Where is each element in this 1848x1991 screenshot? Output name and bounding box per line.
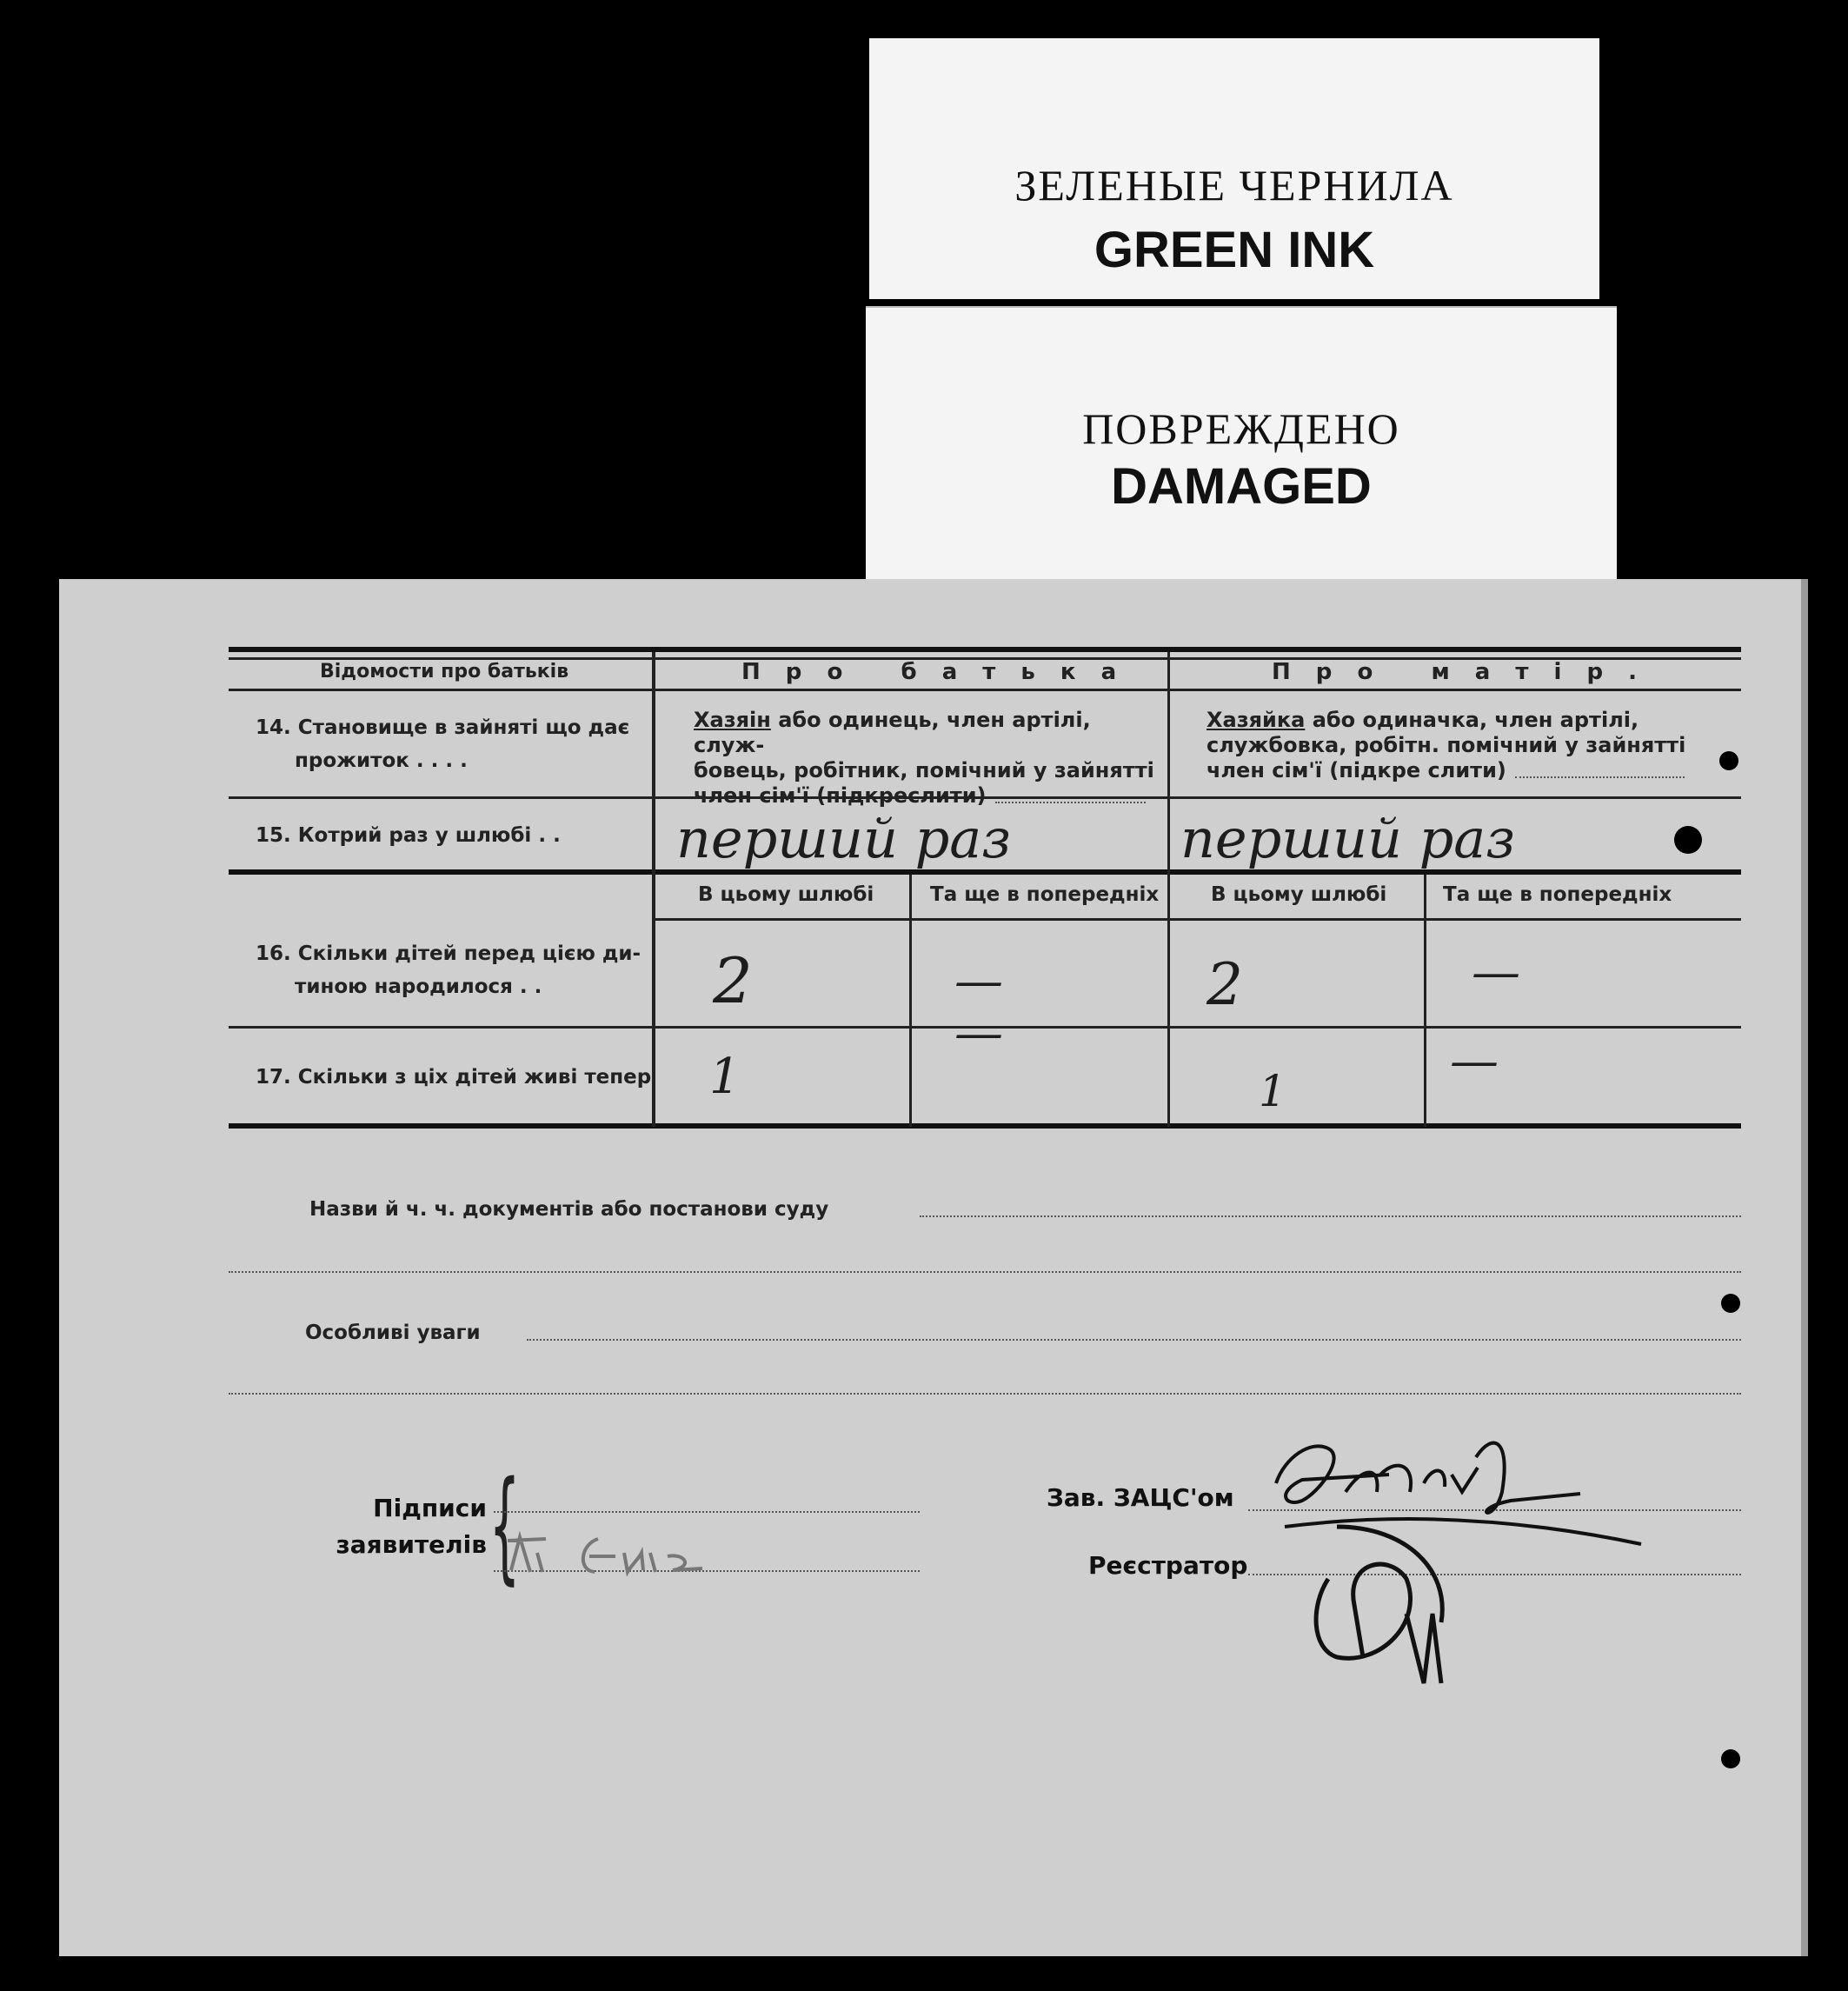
- q16-father-prev: —: [954, 953, 1003, 1009]
- applicant-signature: [494, 1518, 841, 1588]
- remarks-field: [527, 1339, 1741, 1341]
- applicants-label-line1: Підписи: [373, 1494, 487, 1522]
- table-bottom-rule: [229, 1123, 1741, 1129]
- q14-mother-line3: член сім'ї (підкре слити): [1207, 758, 1506, 782]
- mother-this-marriage-header: В цьому шлюбі: [1211, 883, 1387, 906]
- damaged-label: [866, 306, 1617, 579]
- subheader-rule: [652, 918, 1741, 921]
- header-rule: [229, 689, 1741, 691]
- col-divider-father: [909, 875, 912, 1127]
- q14-father-options: [694, 708, 1154, 809]
- applicant-signature-line-1: [494, 1511, 920, 1513]
- damaged-label-en: DAMAGED: [1111, 458, 1372, 515]
- q17-father-prev: —: [954, 1005, 1003, 1062]
- q16-label-line2: тиною народилося . .: [295, 976, 542, 998]
- q17-mother-prev: —: [1450, 1033, 1499, 1089]
- father-this-marriage-header: В цьому шлюбі: [698, 883, 874, 906]
- head-label: Зав. ЗАЦС'ом: [1047, 1483, 1234, 1512]
- q16-label-line1: 16. Скільки дітей перед цією ди-: [256, 942, 641, 965]
- header-info: Відомости про батьків: [320, 661, 569, 683]
- remarks-label: Особливі уваги: [305, 1322, 481, 1344]
- father-previous-header: Та ще в попередніх: [930, 883, 1160, 906]
- q16-mother-prev: —: [1472, 944, 1520, 1001]
- head-signature: [1250, 1396, 1650, 1701]
- q14-mother-underlined: Хазяйка: [1207, 708, 1306, 732]
- q16-father-this: 2: [713, 944, 753, 1017]
- col-divider-mother: [1424, 875, 1426, 1127]
- q14-mother-line2: службовка, робітн. помічний у зайнятті: [1207, 733, 1686, 757]
- q17-mother-this: 1: [1259, 1066, 1286, 1116]
- q14-mother-line1: або одиначка, член артілі,: [1305, 708, 1639, 732]
- green-ink-label: [869, 38, 1599, 299]
- header-father: П р о б а т ь к а: [741, 659, 1126, 685]
- q15-label: 15. Котрий раз у шлюбі . .: [256, 824, 561, 847]
- q14-label-line1: 14. Становище в зайняті що дає: [256, 716, 630, 739]
- applicants-label: [285, 1490, 487, 1563]
- table-top-rule: [229, 647, 1741, 652]
- q15-mother-answer: перший раз: [1180, 807, 1516, 870]
- q15-father-answer: перший раз: [676, 807, 1012, 870]
- q16-label: [256, 937, 641, 1003]
- col-divider-1: [652, 652, 655, 1127]
- q14-father-dots: [995, 802, 1147, 803]
- form-sheet: [59, 579, 1808, 1956]
- applicants-label-line2: заявителів: [336, 1530, 487, 1559]
- damaged-label-ru: ПОВРЕЖДЕНО: [1082, 404, 1400, 453]
- green-ink-label-ru: ЗЕЛЕНЫЕ ЧЕРНИЛА: [1014, 161, 1454, 210]
- q14-label: [256, 711, 638, 777]
- punch-hole: [1721, 1294, 1740, 1313]
- q14-father-line2: бовець, робітник, помічний у зайнятті: [694, 758, 1154, 782]
- green-ink-label-en: GREEN INK: [1094, 222, 1375, 278]
- q14-mother-dots: [1515, 776, 1685, 778]
- q14-mother-options: [1207, 708, 1693, 783]
- q14-father-line3: член сім'ї (підкреслити): [694, 783, 987, 808]
- q17-father-this: 1: [709, 1049, 741, 1105]
- documents-field: [920, 1215, 1741, 1217]
- registrar-label: Реєстратор: [1088, 1551, 1248, 1580]
- q17-label: 17. Скільки з ціх дітей живі тепер: [256, 1066, 652, 1089]
- documents-label: Назви й ч. ч. документів або постанови суду: [309, 1198, 829, 1221]
- remarks-field-line2: [229, 1393, 1741, 1395]
- col-divider-2: [1167, 652, 1170, 1127]
- punch-hole: [1719, 751, 1738, 770]
- mother-previous-header: Та ще в попередніх: [1443, 883, 1672, 906]
- q14-father-underlined: Хазяін: [694, 708, 771, 732]
- punch-hole: [1674, 826, 1702, 854]
- q14-father-line1: або одинець, член артілі, служ-: [694, 708, 1091, 757]
- header-mother: П р о м а т і р .: [1272, 659, 1646, 685]
- q14-label-line2: прожиток . . . .: [295, 749, 468, 772]
- punch-hole: [1721, 1749, 1740, 1768]
- applicants-brace: {: [489, 1455, 521, 1597]
- q16-mother-this: 2: [1207, 951, 1243, 1018]
- documents-field-line2: [229, 1271, 1741, 1273]
